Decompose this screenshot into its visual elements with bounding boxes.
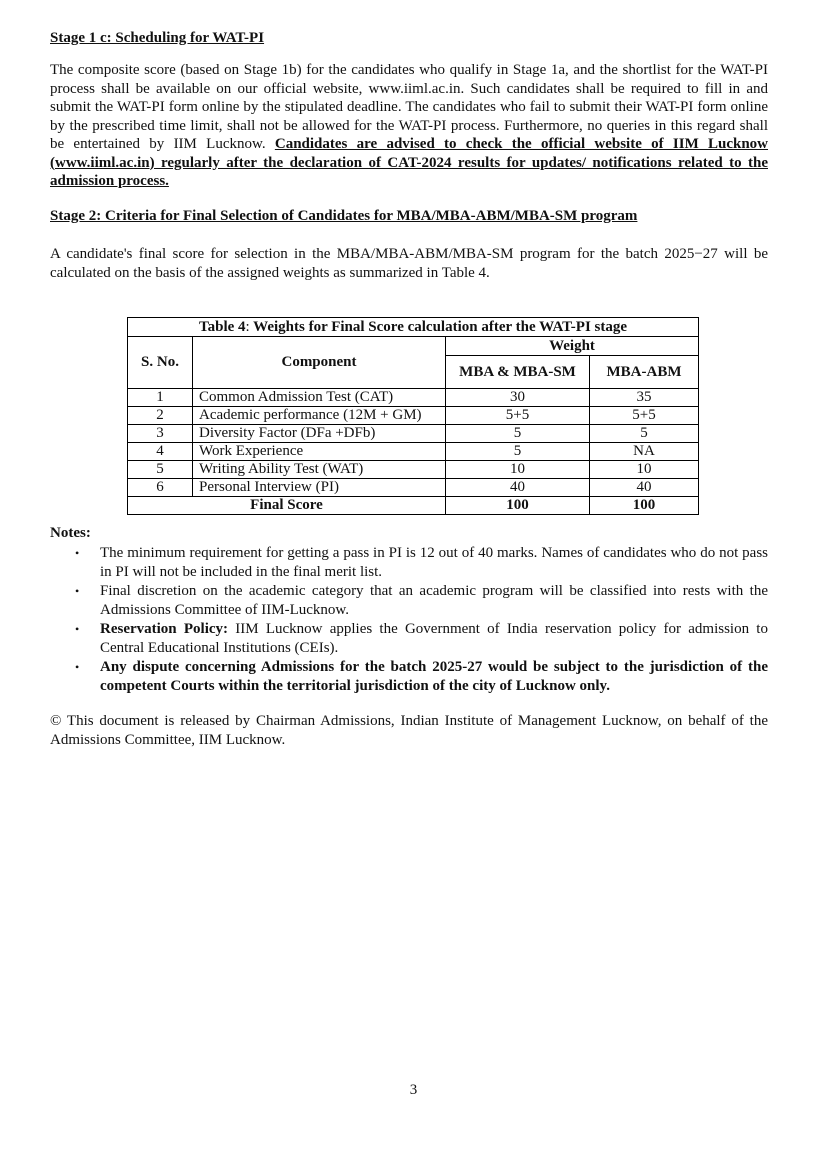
row-abm-weight: 40 [590,479,699,497]
footer-copyright: © This document is released by Chairman Admissions, Indian Institute of Management Lucknow, on behalf of the Admissions Committee, IIM Lucknow. [50,713,768,748]
row-abm-weight: 10 [590,461,699,479]
bullet-icon: • [75,622,80,636]
table-row [128,407,699,425]
row-component: Personal Interview (PI) [193,479,446,497]
table-caption-colon: : [245,318,250,335]
header-component: Component [193,337,446,389]
header-abm: MBA-ABM [590,356,699,389]
stage1c-paragraph [50,61,768,191]
note-bold-label: Reservation Policy: [100,621,229,637]
row-component: Diversity Factor (DFa +DFb) [193,425,446,443]
note-item [50,658,768,695]
table-row [128,425,699,443]
stage1c-text: The composite score (based on Stage 1b) for the candidates who qualify in Stage 1a, and the shortlist for the WAT-PI process shall be available on our official website, www.iiml.ac.in. Such candidates shall be required to fill in and submit the WAT-PI form online by the stipulated deadline. The candidates who fail to submit their WAT-PI form online by the prescribed time limit, shall not be allowed for the WAT-PI process. Furthermore, no queries in this regard shall be entertained by IIM Lucknow. [50,62,768,152]
notes-list [50,544,768,696]
weights-table [127,317,699,515]
note-item [50,544,768,581]
header-sno: S. No. [128,337,193,389]
row-abm-weight: NA [590,443,699,461]
final-score-label: Final Score [128,497,446,515]
table-row [128,479,699,497]
page-number: 3 [409,1082,418,1098]
row-mba-weight: 10 [446,461,590,479]
row-sno: 1 [128,389,193,407]
row-sno: 4 [128,443,193,461]
row-mba-weight: 40 [446,479,590,497]
table-caption-title: Weights for Final Score calculation after the WAT-PI stage [249,318,628,335]
row-mba-weight: 5+5 [446,407,590,425]
final-score-row [128,497,699,515]
row-abm-weight: 35 [590,389,699,407]
header-mba: MBA & MBA-SM [446,356,590,389]
row-sno: 6 [128,479,193,497]
note-bold-text: Any dispute concerning Admissions for the batch 2025-27 would be subject to the jurisdiction of the competent Courts within the territorial jurisdiction of the city of Lucknow only. [100,659,768,694]
note-text: The minimum requirement for getting a pass in PI is 12 out of 40 marks. Names of candidates who do not pass in PI will not be included in the final merit list. [100,545,768,580]
row-sno: 2 [128,407,193,425]
note-text: IIM Lucknow applies the Government of India reservation policy for admission to Central Educational Institutions (CEIs). [100,621,768,656]
stage2-paragraph: A candidate's final score for selection in the MBA/MBA-ABM/MBA-SM program for the batch 2025−27 will be calculated on the basis of the assigned weights as summarized in Table 4. [50,246,768,281]
table-caption [128,318,699,337]
row-sno: 3 [128,425,193,443]
bullet-icon: • [75,584,80,598]
row-mba-weight: 5 [446,425,590,443]
row-component: Writing Ability Test (WAT) [193,461,446,479]
row-abm-weight: 5 [590,425,699,443]
bullet-icon: • [75,546,80,560]
final-score-abm: 100 [590,497,699,515]
row-mba-weight: 30 [446,389,590,407]
row-mba-weight: 5 [446,443,590,461]
stage2-heading: Stage 2: Criteria for Final Selection of Candidates for MBA/MBA-ABM/MBA-SM program [50,208,638,224]
row-component: Academic performance (12M + GM) [193,407,446,425]
stage1c-emphasis: Candidates are advised to check the official website of IIM Lucknow (www.iiml.ac.in) regularly after the declaration of CAT-2024 results for updates/ notifications related to the admission process. [50,136,769,189]
row-component: Work Experience [193,443,446,461]
row-sno: 5 [128,461,193,479]
row-component: Common Admission Test (CAT) [193,389,446,407]
note-item [50,620,768,657]
header-weight: Weight [446,337,699,356]
table-row [128,389,699,407]
note-item [50,582,768,619]
stage1c-heading: Stage 1 c: Scheduling for WAT-PI [50,30,265,46]
table-row [128,443,699,461]
bullet-icon: • [75,660,80,674]
table-caption-number: Table 4 [198,318,246,335]
notes-heading: Notes: [50,525,91,541]
row-abm-weight: 5+5 [590,407,699,425]
table-row [128,461,699,479]
final-score-mba: 100 [446,497,590,515]
note-text: Final discretion on the academic category that an academic program will be classified into rests with the Admissions Committee of IIM-Lucknow. [100,583,768,618]
